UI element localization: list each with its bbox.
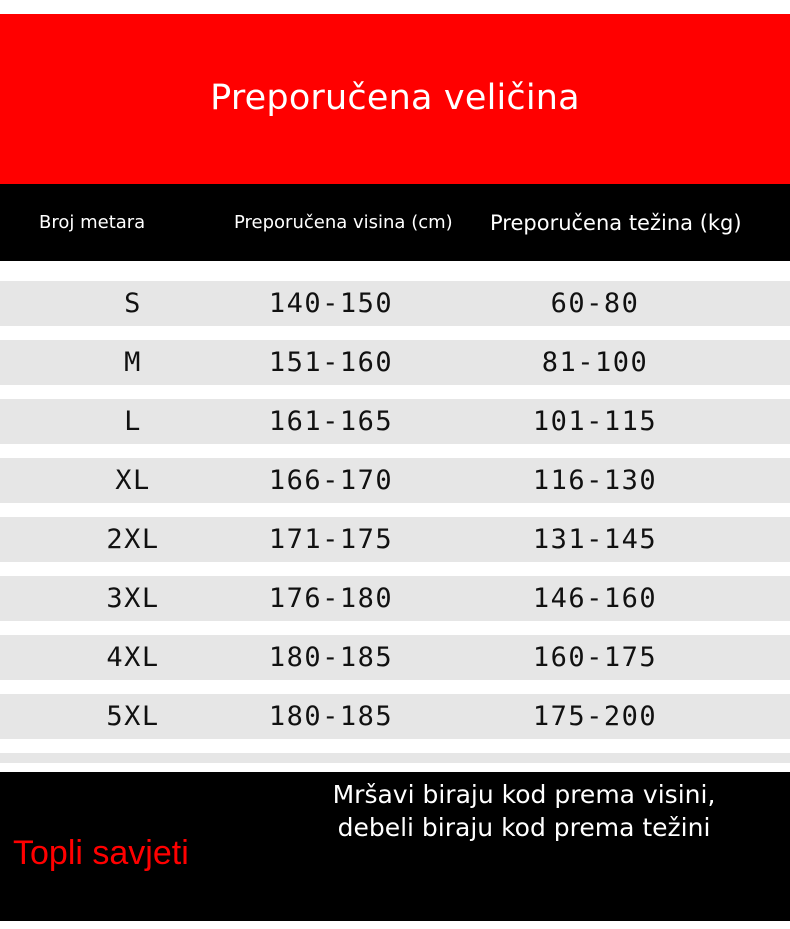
height-cell: 180-185 (268, 642, 394, 673)
size-cell: S (124, 288, 142, 319)
weight-cell: 131-145 (532, 524, 658, 555)
header-height-column: Preporučena visina (cm) (234, 212, 453, 233)
weight-cell: 160-175 (532, 642, 658, 673)
table-row (0, 281, 790, 326)
height-cell: 171-175 (268, 524, 394, 555)
size-cell: 3XL (106, 583, 160, 614)
tips-label: Topli savjeti (13, 834, 189, 872)
table-row (0, 694, 790, 739)
tips-footer (0, 772, 790, 921)
page-title: Preporučena veličina (210, 78, 580, 118)
top-margin (0, 0, 790, 14)
height-cell: 176-180 (268, 583, 394, 614)
size-cell: 2XL (106, 524, 160, 555)
height-cell: 151-160 (268, 347, 394, 378)
size-cell: L (124, 406, 142, 437)
weight-cell: 81-100 (541, 347, 649, 378)
advice-line-2: debeli biraju kod prema težini (337, 813, 711, 842)
weight-cell: 146-160 (532, 583, 658, 614)
height-cell: 166-170 (268, 465, 394, 496)
height-cell: 140-150 (268, 288, 394, 319)
advice-text (294, 778, 754, 844)
table-bottom-strip (0, 753, 790, 763)
table-row (0, 340, 790, 385)
table-row (0, 399, 790, 444)
height-cell: 180-185 (268, 701, 394, 732)
height-cell: 161-165 (268, 406, 394, 437)
advice-line-1: Mršavi biraju kod prema visini, (332, 780, 716, 809)
table-row (0, 517, 790, 562)
table-row (0, 635, 790, 680)
size-cell: M (124, 347, 142, 378)
bottom-margin (0, 921, 790, 929)
size-cell: XL (115, 465, 151, 496)
size-cell: 4XL (106, 642, 160, 673)
weight-cell: 116-130 (532, 465, 658, 496)
header-weight-column: Preporučena težina (kg) (490, 210, 742, 235)
weight-cell: 101-115 (532, 406, 658, 437)
table-row (0, 458, 790, 503)
header-size-column: Broj metara (39, 212, 146, 233)
weight-cell: 60-80 (550, 288, 640, 319)
size-cell: 5XL (106, 701, 160, 732)
table-row (0, 576, 790, 621)
table-header (0, 184, 790, 261)
title-banner (0, 14, 790, 184)
weight-cell: 175-200 (532, 701, 658, 732)
